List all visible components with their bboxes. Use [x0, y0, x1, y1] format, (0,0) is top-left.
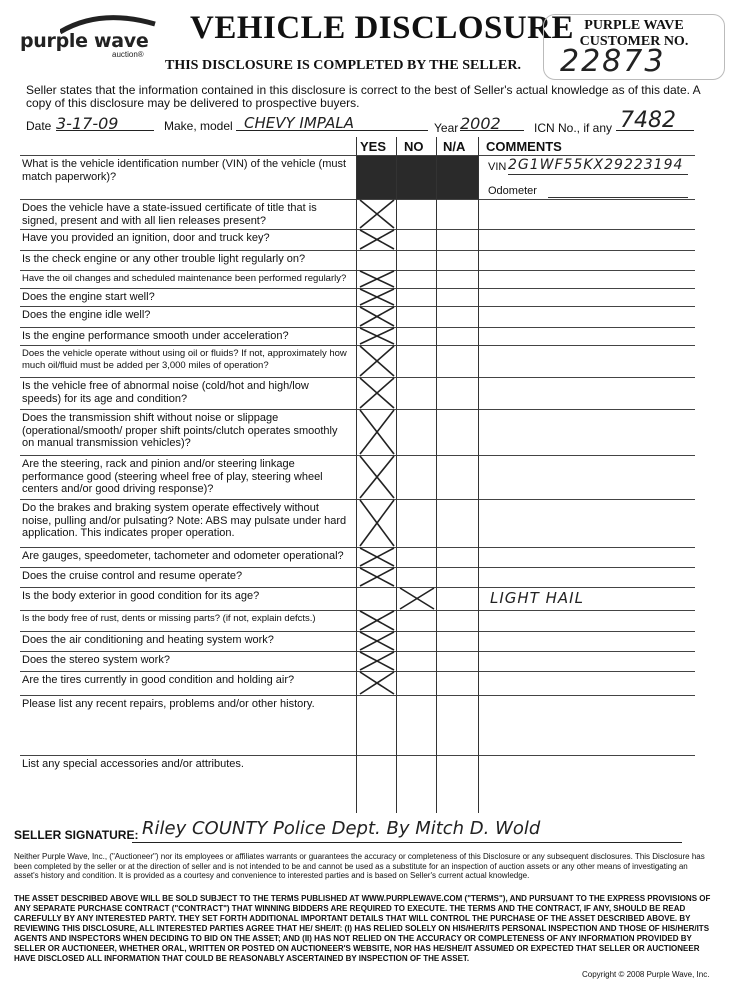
answer-cell-no[interactable] [398, 250, 436, 270]
question-text: Does the vehicle have a state-issued certificate of title that is signed, present and with all lien releases present? [22, 202, 317, 227]
answer-cell-na[interactable] [438, 567, 476, 587]
question-text: Is the body free of rust, dents or missing parts? (if not, explain defcts.) [22, 613, 316, 624]
answer-cell-no[interactable] [398, 306, 436, 327]
answer-cell-na[interactable] [438, 306, 476, 327]
comment-text[interactable]: LIGHT HAIL [490, 589, 584, 607]
answer-cell-no [398, 755, 436, 813]
answer-cell-no [398, 155, 436, 199]
answer-cell-yes [358, 695, 396, 755]
column-divider [478, 137, 479, 813]
make-model-field[interactable]: CHEVY IMPALA [236, 114, 428, 131]
header-divider [20, 155, 695, 156]
x-check-mark-icon [358, 199, 396, 229]
answer-cell-na[interactable] [438, 610, 476, 631]
date-field[interactable]: 3-17-09 [56, 114, 154, 131]
question-text: Please list any recent repairs, problems and/or other history. [22, 698, 315, 710]
question-text: Are the tires currently in good condition and holding air? [22, 674, 295, 686]
x-check-mark-icon [358, 631, 396, 651]
col-no: NO [404, 139, 424, 154]
x-check-mark-icon [358, 409, 396, 455]
answer-cell-yes[interactable] [358, 409, 396, 455]
answer-cell-na[interactable] [438, 671, 476, 695]
answer-cell-na [438, 155, 476, 199]
customer-label: PURPLE WAVE CUSTOMER NO. [579, 18, 689, 49]
answer-cell-na [438, 755, 476, 813]
answer-cell-yes[interactable] [358, 455, 396, 499]
answer-cell-na[interactable] [438, 377, 476, 409]
answer-cell-na[interactable] [438, 455, 476, 499]
customer-number-value[interactable]: 22873 [560, 44, 666, 79]
answer-cell-yes[interactable] [358, 567, 396, 587]
answer-cell-no[interactable] [398, 455, 436, 499]
seller-signature-label: SELLER SIGNATURE: [14, 828, 139, 842]
x-check-mark-icon [358, 270, 396, 288]
answer-cell-yes[interactable] [358, 377, 396, 409]
answer-cell-no[interactable] [398, 651, 436, 671]
answer-cell-yes[interactable] [358, 270, 396, 288]
x-check-mark-icon [358, 547, 396, 567]
answer-cell-yes[interactable] [358, 499, 396, 547]
year-field[interactable]: 2002 [460, 114, 524, 131]
x-check-mark-icon [358, 610, 396, 631]
col-na: N/A [443, 139, 466, 154]
answer-cell-no[interactable] [398, 377, 436, 409]
icn-label: ICN No., if any [534, 121, 613, 135]
answer-cell-yes[interactable] [358, 610, 396, 631]
odometer-field[interactable] [548, 197, 688, 198]
answer-cell-na[interactable] [438, 270, 476, 288]
question-text: Does the cruise control and resume operate? [22, 570, 243, 582]
brand-name: purple wave [20, 30, 149, 52]
answer-cell-no [398, 695, 436, 755]
x-check-mark-icon [358, 229, 396, 250]
x-check-mark-icon [358, 306, 396, 327]
brand-tagline: auction® [112, 50, 144, 59]
answer-cell-yes[interactable] [358, 587, 396, 610]
answer-cell-yes[interactable] [358, 199, 396, 229]
answer-cell-no[interactable] [398, 409, 436, 455]
answer-cell-no[interactable] [398, 270, 436, 288]
vin-label: VIN [488, 161, 507, 173]
column-divider [356, 137, 357, 813]
odometer-label: Odometer [488, 185, 537, 197]
answer-cell-yes [358, 155, 396, 199]
disclaimer-text: Neither Purple Wave, Inc., ("Auctioneer") nor its employees or affiliates warrants or guarantees the accuracy or completeness of this Disclosure or any subsequent disclosures. This Disclosure has been completed by the seller or at the direction of seller and is not intended to be and cannot be used as a substitute for an inspection of auction assets or any other means of investigating an asset's history and condition. It is provided as a courtesy and convenience to interested parties and is based on Seller's current actual knowledge. [14, 852, 705, 880]
answer-cell-na[interactable] [438, 345, 476, 377]
x-check-mark-icon [358, 377, 396, 409]
answer-cell-na[interactable] [438, 250, 476, 270]
question-text: Does the stereo system work? [22, 654, 170, 666]
x-check-mark-icon [358, 671, 396, 695]
answer-cell-no[interactable] [398, 671, 436, 695]
question-text: Are the steering, rack and pinion and/or steering linkage performance good (steering wheel free of play, steering wheel centers and/or good driving response)? [22, 458, 323, 495]
answer-cell-yes[interactable] [358, 671, 396, 695]
question-text: Are gauges, speedometer, tachometer and odometer operational? [22, 550, 344, 562]
question-text: Does the vehicle operate without using oil or fluids? If not, approximately how much oil/fluid must be added per 3,000 miles of operation? [22, 348, 347, 371]
answer-cell-na[interactable] [438, 499, 476, 547]
answer-cell-no[interactable] [398, 547, 436, 567]
x-check-mark-icon [358, 327, 396, 345]
answer-cell-na[interactable] [438, 409, 476, 455]
x-check-mark-icon [358, 288, 396, 306]
question-text: Is the engine performance smooth under acceleration? [22, 330, 289, 342]
year-label: Year [434, 121, 459, 135]
purple-wave-logo [20, 14, 155, 62]
answer-cell-na[interactable] [438, 547, 476, 567]
col-comments: COMMENTS [486, 139, 562, 154]
x-check-mark-icon [358, 455, 396, 499]
x-check-mark-icon [358, 499, 396, 547]
answer-cell-na[interactable] [438, 199, 476, 229]
answer-cell-no[interactable] [398, 499, 436, 547]
terms-text: THE ASSET DESCRIBED ABOVE WILL BE SOLD SUBJECT TO THE TERMS PUBLISHED AT WWW.PURPLEWAVE.COM ("TERMS"), AND PURSUANT TO THE EXPRESS PROVISIONS OF ANY SEPARATE PURCHASE CONTRACT ("CONTRACT") THAT WINNING BIDDERS ARE REQUIRED TO EXECUTE. THE TERMS AND THE CONTRACT, IF ANY, SHOULD BE READ CAREFULLY BY ANY INTERESTED PARTY. THEY SET FORTH ADDITIONAL IMPORTANT DETAILS THAT WILL CONTROL THE PURCHASE OF THE ASSET DESCRIBED ABOVE. BY REVIEWING THIS DISCLOSURE, ALL INTERESTED PARTIES AGREE THAT HE/ SHE/IT: (I) HAS RELIED SOLELY ON HIS/HER/ITS PERSONAL INSPECTION AND THOSE OF HIS/HER/ITS AGENTS AND INSPECTORS WHEN DECIDING TO BID ON THE ASSET; AND (II) HAS NOT RELIED ON THE ACCURACY OR COMPLETENESS OF ANY INFORMATION PROVIDED BY SELLER OR AUCTIONEER, WHETHER ORAL, WRITTEN OR POSTED ON AUCTIONEER'S WEBSITE, NOR HAS HE/SHE/IT ASSUMED OR EXPECTED THAT SELLER OR AUCTIONEER HAVE DISCLOSED ALL INFORMATION THAT COULD BE REASONABLY ASCERTAINED BY INSPECTION OF THE ASSET. [14, 894, 711, 963]
answer-cell-no[interactable] [398, 229, 436, 250]
answer-cell-na[interactable] [438, 327, 476, 345]
col-yes: YES [360, 139, 387, 154]
answer-cell-yes[interactable] [358, 229, 396, 250]
question-text: Do the brakes and braking system operate effectively without noise, pulling and/or pulsating? Note: ABS may pulsate under hard application. This indicates proper operation. [22, 502, 347, 539]
answer-cell-na[interactable] [438, 587, 476, 610]
answer-cell-no[interactable] [398, 199, 436, 229]
answer-cell-yes[interactable] [358, 327, 396, 345]
answer-cell-yes[interactable] [358, 631, 396, 651]
answer-cell-na[interactable] [438, 631, 476, 651]
question-text: Does the air conditioning and heating system work? [22, 634, 274, 646]
x-check-mark-icon [358, 567, 396, 587]
question-text: Is the body exterior in good condition for its age? [22, 590, 260, 602]
date-label: Date [26, 119, 52, 133]
signature-line [132, 842, 682, 843]
question-text: Does the engine start well? [22, 291, 155, 303]
answer-cell-no[interactable] [398, 587, 436, 610]
page-title: VEHICLE DISCLOSURE [190, 10, 575, 46]
answer-cell-na [438, 695, 476, 755]
answer-cell-yes[interactable] [358, 250, 396, 270]
answer-cell-na[interactable] [438, 229, 476, 250]
answer-cell-yes[interactable] [358, 651, 396, 671]
answer-cell-no[interactable] [398, 631, 436, 651]
page-subtitle: THIS DISCLOSURE IS COMPLETED BY THE SELLER. [165, 58, 521, 73]
answer-cell-no[interactable] [398, 610, 436, 631]
answer-cell-yes[interactable] [358, 547, 396, 567]
icn-field[interactable]: 7482 [616, 108, 694, 131]
answer-cell-yes[interactable] [358, 288, 396, 306]
question-text: What is the vehicle identification number (VIN) of the vehicle (must match paperwork)? [22, 158, 347, 183]
copyright: Copyright © 2008 Purple Wave, Inc. [582, 970, 710, 979]
answer-cell-na[interactable] [438, 288, 476, 306]
answer-cell-yes [358, 755, 396, 813]
question-text: Have you provided an ignition, door and truck key? [22, 232, 270, 244]
intro-text: Seller states that the information contained in this disclosure is correct to the best of Seller's actual knowledge as of this date. A copy of this disclosure may be delivered to prospective buyers. [26, 83, 700, 110]
question-text: Does the transmission shift without noise or slippage (operational/smooth/ proper shift points/clutch operates smoothly on manual transmission vehicles)? [22, 412, 338, 449]
seller-signature[interactable]: Riley COUNTY Police Dept. By Mitch D. Wold [142, 818, 541, 839]
answer-cell-no[interactable] [398, 345, 436, 377]
answer-cell-yes[interactable] [358, 345, 396, 377]
x-check-mark-icon [358, 345, 396, 377]
question-text: Is the check engine or any other trouble light regularly on? [22, 253, 306, 265]
question-text: Have the oil changes and scheduled maintenance been performed regularly? [22, 273, 347, 284]
question-text: Is the vehicle free of abnormal noise (cold/hot and high/low speeds) for its age and condition? [22, 380, 309, 405]
make-model-label: Make, model [164, 119, 233, 133]
question-text: List any special accessories and/or attributes. [22, 758, 244, 770]
x-check-mark-icon [398, 587, 436, 610]
answer-cell-no[interactable] [398, 327, 436, 345]
x-check-mark-icon [358, 651, 396, 671]
answer-cell-na[interactable] [438, 651, 476, 671]
question-text: Does the engine idle well? [22, 309, 151, 321]
answer-cell-no[interactable] [398, 567, 436, 587]
vin-value[interactable]: 2G1WF55KX29223194 [508, 157, 684, 173]
column-divider [396, 137, 397, 813]
answer-cell-no[interactable] [398, 288, 436, 306]
column-divider [436, 137, 437, 813]
answer-cell-yes[interactable] [358, 306, 396, 327]
